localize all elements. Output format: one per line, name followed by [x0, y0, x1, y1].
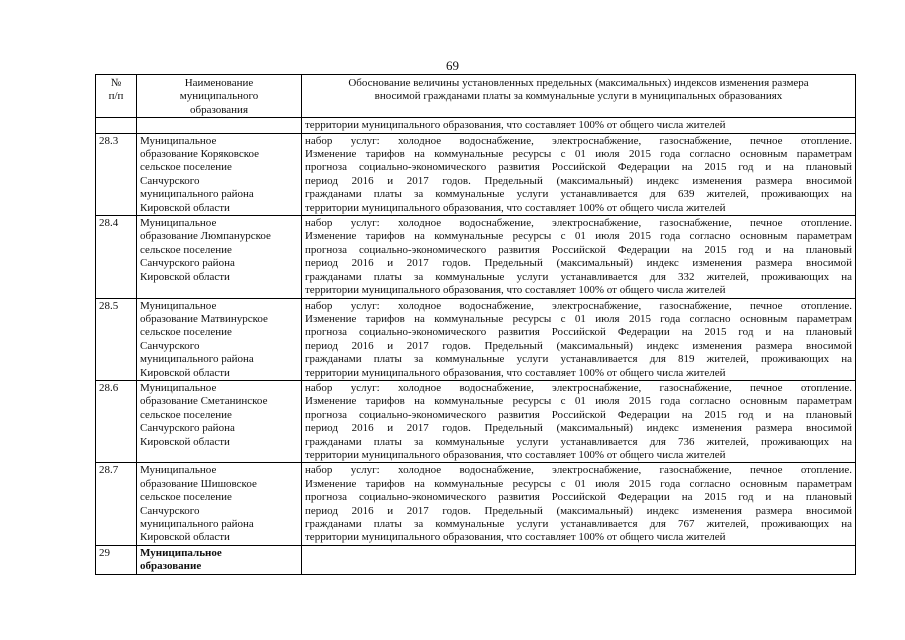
municipality-name-line: сельское поселение: [140, 326, 232, 339]
justification-text: [302, 545, 856, 574]
justification-line: Изменение тарифов на коммунальные ресурсы с 01 июля 2015 года согласно основным параметрам: [305, 477, 852, 490]
municipality-name-line: сельское поселение: [140, 243, 232, 256]
municipality-name-line: Кировской области: [140, 270, 230, 283]
justification-line: набор услуг: холодное водоснабжение, электроснабжение, газоснабжение, печное отопление.: [305, 134, 852, 147]
justification-line: период 2016 и 2017 годов. Предельный (максимальный) индекс изменения размера вносимой: [305, 339, 852, 352]
municipality-name: [137, 133, 302, 215]
row-number: 28.5: [96, 298, 137, 380]
municipality-name-line: Муниципальное: [140, 464, 217, 477]
table-row: [96, 463, 856, 545]
municipality-name-line: сельское поселение: [140, 491, 232, 504]
municipality-name-line: образование Коряковское: [140, 148, 260, 161]
justification-line: гражданами платы за коммунальные услуги устанавливается для 767 жителей, проживающих на: [305, 518, 852, 530]
municipality-name-line: муниципального района: [140, 353, 254, 366]
municipality-name-line: сельское поселение: [140, 161, 232, 174]
header-name-line: образования: [189, 103, 249, 116]
justification-line: территории муниципального образования, что составляет 100% от общего числа жителей: [305, 284, 726, 297]
municipality-name-line: Санчурского: [140, 504, 200, 517]
municipality-name-line: муниципального района: [140, 188, 254, 201]
justification-line: набор услуг: холодное водоснабжение, электроснабжение, газоснабжение, печное отопление.: [305, 299, 852, 312]
header-num-line: п/п: [108, 90, 124, 103]
continuation-row: [96, 118, 856, 133]
municipality-name-line: Кировской области: [140, 201, 230, 214]
table-row: [96, 380, 856, 462]
table-body: [96, 118, 856, 574]
justification-line: гражданами платы за коммунальные услуги устанавливается для 819 жителей, проживающих на: [305, 353, 852, 366]
justification-line: прогноза социально-экономического развития Российской Федерации на 2015 год и на плановый: [305, 408, 852, 421]
municipality-name: [137, 216, 302, 298]
justification-line: гражданами платы за коммунальные услуги устанавливается для 639 жителей, проживающих на: [305, 188, 852, 201]
header-justification-line: вносимой гражданами платы за коммунальные услуги в муниципальных образованиях: [374, 90, 783, 103]
row-number: 29: [96, 545, 137, 574]
justification-line: период 2016 и 2017 годов. Предельный (максимальный) индекс изменения размера вносимой: [305, 174, 852, 187]
justification-line: набор услуг: холодное водоснабжение, электроснабжение, газоснабжение, печное отопление.: [305, 217, 852, 230]
justification-line: Изменение тарифов на коммунальные ресурсы с 01 июля 2015 года согласно основным параметрам: [305, 312, 852, 325]
justification-line: территории муниципального образования, что составляет 100% от общего числа жителей: [305, 366, 726, 379]
table-row: [96, 545, 856, 574]
justification-line: набор услуг: холодное водоснабжение, электроснабжение, газоснабжение, печное отопление.: [305, 381, 852, 394]
justification-text: [302, 463, 856, 545]
table-row: [96, 133, 856, 215]
municipality-name-line: Санчурского: [140, 174, 200, 187]
municipality-name-line: Муниципальное: [140, 546, 222, 559]
municipality-name-line: образование Матвинурское: [140, 312, 268, 325]
municipality-name-line: Кировской области: [140, 366, 230, 379]
justification-line: прогноза социально-экономического развития Российской Федерации на 2015 год и на плановый: [305, 161, 852, 174]
municipality-name-line: Кировской области: [140, 531, 230, 544]
justification-line: Изменение тарифов на коммунальные ресурсы с 01 июля 2015 года согласно основным параметрам: [305, 395, 852, 408]
justification-line: территории муниципального образования, что составляет 100% от общего числа жителей: [305, 448, 726, 461]
municipality-name-line: муниципального района: [140, 518, 254, 530]
header-name-line: Наименование: [184, 77, 254, 89]
justification-line: территории муниципального образования, что составляет 100% от общего числа жителей: [305, 531, 726, 544]
header-num: [96, 75, 137, 118]
municipality-name: [137, 380, 302, 462]
municipality-name-line: Муниципальное: [140, 134, 217, 147]
continuation-text-cell: [302, 118, 856, 133]
justification-line: набор услуг: холодное водоснабжение, электроснабжение, газоснабжение, печное отопление.: [305, 464, 852, 477]
tariff-index-table: [95, 74, 856, 575]
row-number: 28.4: [96, 216, 137, 298]
continuation-num-cell: [96, 118, 137, 133]
continuation-name-cell: [137, 118, 302, 133]
municipality-name-line: Санчурского района: [140, 422, 235, 435]
municipality-name-line: образование Сметанинское: [140, 395, 268, 408]
row-number: 28.6: [96, 380, 137, 462]
justification-line: период 2016 и 2017 годов. Предельный (максимальный) индекс изменения размера вносимой: [305, 504, 852, 517]
justification-line: территории муниципального образования, что составляет 100% от общего числа жителей: [305, 201, 726, 214]
justification-line: Изменение тарифов на коммунальные ресурсы с 01 июля 2015 года согласно основным параметрам: [305, 230, 852, 243]
justification-text: [302, 298, 856, 380]
municipality-name: [137, 463, 302, 545]
municipality-name-line: Муниципальное: [140, 381, 217, 394]
municipality-name-line: образование Шишовское: [140, 477, 257, 490]
justification-line: период 2016 и 2017 годов. Предельный (максимальный) индекс изменения размера вносимой: [305, 257, 852, 270]
municipality-name-line: Муниципальное: [140, 299, 217, 312]
justification-line: гражданами платы за коммунальные услуги устанавливается для 736 жителей, проживающих на: [305, 435, 852, 448]
municipality-name-line: Санчурского района: [140, 257, 235, 270]
continuation-text: территории муниципального образования, что составляет 100% от общего числа жителей: [305, 119, 726, 132]
row-number: 28.7: [96, 463, 137, 545]
justification-line: Изменение тарифов на коммунальные ресурсы с 01 июля 2015 года согласно основным параметрам: [305, 148, 852, 161]
table-row: [96, 216, 856, 298]
justification-line: прогноза социально-экономического развития Российской Федерации на 2015 год и на плановый: [305, 491, 852, 504]
justification-text: [302, 216, 856, 298]
justification-line: период 2016 и 2017 годов. Предельный (максимальный) индекс изменения размера вносимой: [305, 422, 852, 435]
header-justification-line: Обоснование величины установленных предельных (максимальных) индексов изменения размера: [348, 77, 809, 89]
municipality-name: [137, 298, 302, 380]
header-justification: [302, 75, 856, 118]
justification-text: [302, 133, 856, 215]
municipality-name: [137, 545, 302, 574]
header-num-line: №: [110, 77, 122, 89]
table-header-row: [96, 75, 856, 118]
justification-line: прогноза социально-экономического развития Российской Федерации на 2015 год и на плановый: [305, 326, 852, 339]
municipality-name-line: Санчурского: [140, 339, 200, 352]
page-number: 69: [446, 58, 459, 73]
justification-line: прогноза социально-экономического развития Российской Федерации на 2015 год и на плановый: [305, 243, 852, 256]
municipality-name-line: Муниципальное: [140, 217, 217, 230]
header-name-line: муниципального: [179, 90, 259, 103]
municipality-name-line: образование Люмпанурское: [140, 230, 271, 243]
justification-line: гражданами платы за коммунальные услуги устанавливается для 332 жителей, проживающих на: [305, 270, 852, 283]
municipality-name-line: образование: [140, 560, 202, 573]
header-name: [137, 75, 302, 118]
municipality-name-line: сельское поселение: [140, 408, 232, 421]
municipality-name-line: Кировской области: [140, 435, 230, 448]
table-row: [96, 298, 856, 380]
justification-text: [302, 380, 856, 462]
row-number: 28.3: [96, 133, 137, 215]
